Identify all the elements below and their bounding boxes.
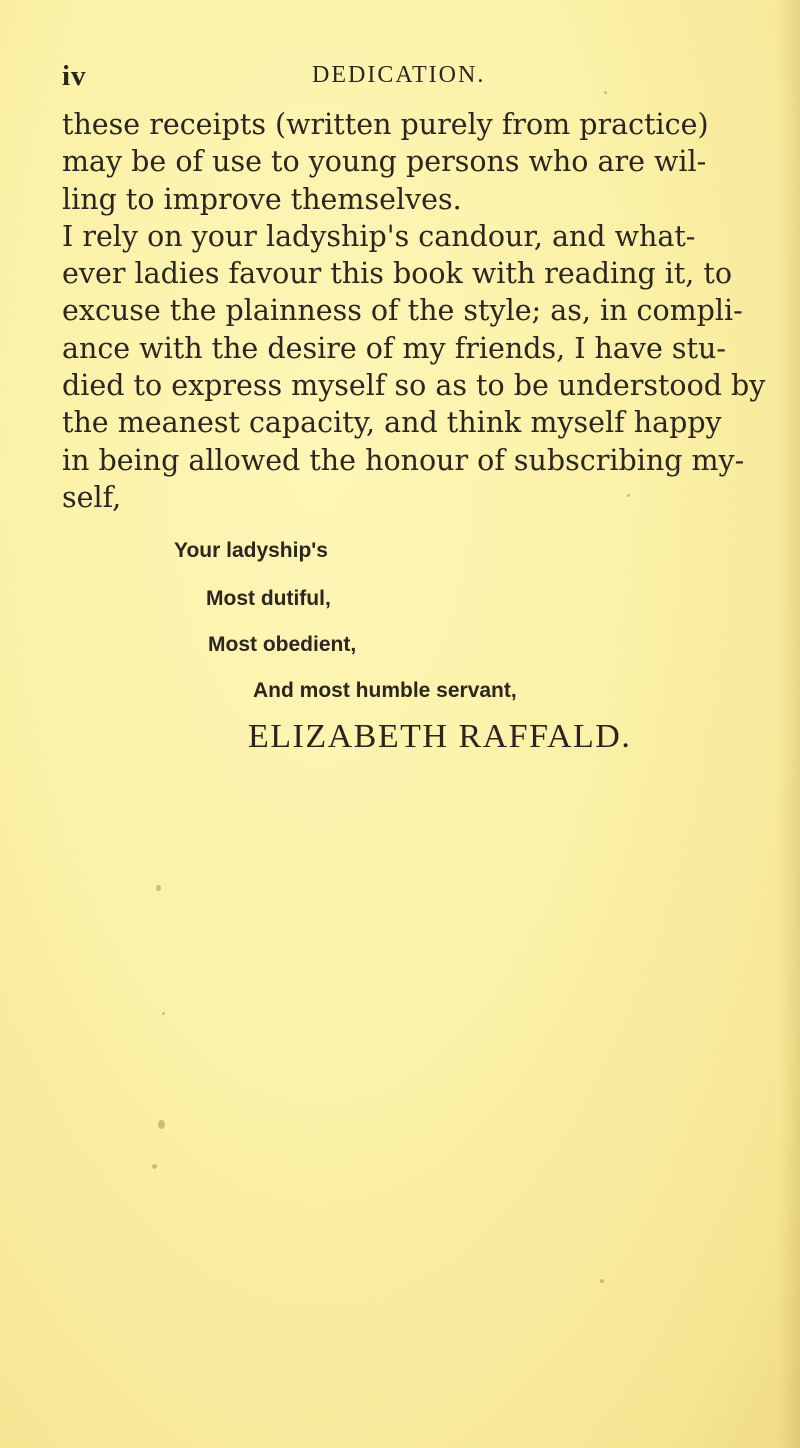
text-line: the meanest capacity, and think myself happy: [62, 406, 722, 440]
closing-line: Most obedient,: [208, 633, 357, 656]
text-line: I rely on your ladyship's candour, and what-: [62, 219, 696, 253]
text-line: ance with the desire of my friends, I have stu-: [62, 331, 726, 365]
closing-line: And most humble servant,: [253, 679, 517, 702]
text-line: in being allowed the honour of subscribing my-: [62, 443, 745, 477]
signature-name: ELIZABETH RAFFALD.: [248, 718, 632, 755]
page-edge-shadow: [778, 0, 800, 1448]
page-number: iv: [62, 60, 87, 92]
text-line: ever ladies favour this book with reading it, to: [62, 257, 733, 291]
text-line: may be of use to young persons who are wil-: [62, 145, 707, 179]
running-head: [62, 60, 762, 96]
dedication-text: [62, 106, 766, 516]
running-title: DEDICATION.: [312, 62, 486, 88]
text-line: ling to improve themselves.: [62, 182, 462, 216]
closing-line: Your ladyship's: [174, 539, 328, 562]
text-line: died to express myself so as to be understood by: [62, 369, 766, 403]
text-line: these receipts (written purely from practice): [62, 108, 709, 141]
text-line: self,: [62, 480, 122, 514]
closing-line: Most dutiful,: [206, 587, 331, 610]
text-line: excuse the plainness of the style; as, in compli-: [62, 294, 743, 328]
